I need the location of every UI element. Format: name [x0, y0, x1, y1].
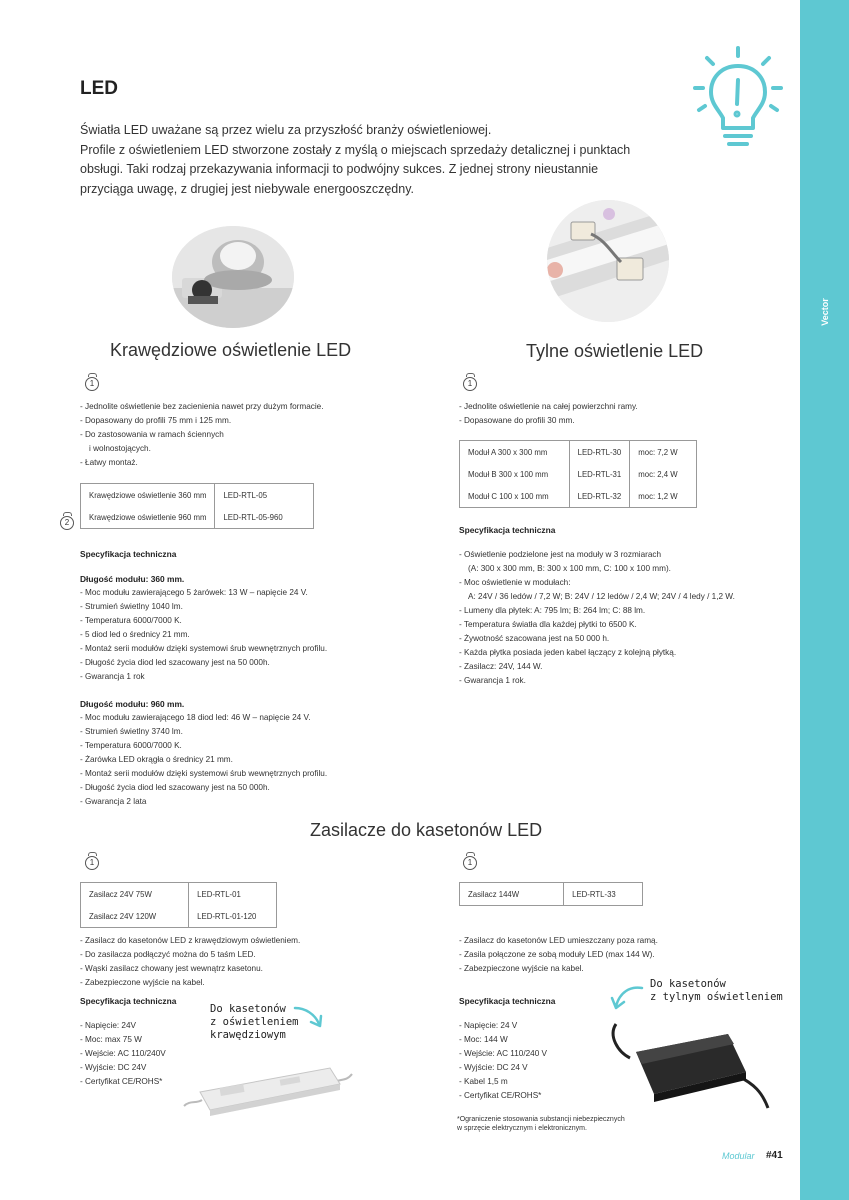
psu-left-features	[80, 934, 300, 990]
list-item: - Montaż serii modułów dzięki systemowi śrub wewnętrznych profilu.	[80, 767, 327, 781]
list-item: - Gwarancja 2 lata	[80, 795, 327, 809]
list-item: - Wejście: AC 110/240 V	[459, 1047, 547, 1061]
list-item: - Długość życia diod led szacowany jest na 50 000h.	[80, 656, 327, 670]
list-item: - Certyfikat CE/ROHS*	[80, 1075, 166, 1089]
psu-right-spec	[459, 1019, 547, 1103]
list-item: - Jednolite oświetlenie na całej powierzchni ramy.	[459, 400, 638, 414]
lightbulb-exclamation-icon	[693, 44, 783, 150]
list-item: - Zasila połączone ze sobą moduły LED (max 144 W).	[459, 948, 658, 962]
list-item: - Moc modułu zawierającego 18 diod led: 46 W – napięcie 24 V.	[80, 711, 327, 725]
psu-left-table	[80, 882, 277, 928]
table-row	[460, 485, 697, 508]
list-item: - Montaż serii modułów dzięki systemowi śrub wewnętrznych profilu.	[80, 642, 327, 656]
back-features-list	[459, 400, 638, 428]
list-item: - Zasilacz: 24V, 144 W.	[459, 660, 735, 674]
list-item: (A: 300 x 300 mm, B: 300 x 100 mm, C: 100 x 100 mm).	[468, 564, 671, 573]
table-cell: LED-RTL-01	[189, 883, 277, 906]
list-item: - Zasilacz do kasetonów LED umieszczany poza ramą.	[459, 934, 658, 948]
footer-brand: Modular	[722, 1151, 755, 1161]
table-cell: LED-RTL-01-120	[189, 905, 277, 928]
table-row	[460, 883, 643, 906]
badge-1: 1	[85, 377, 99, 391]
psu-right-note	[650, 978, 783, 1004]
badge-1: 1	[85, 856, 99, 870]
list-item: - Gwarancja 1 rok.	[459, 674, 735, 688]
edge-mod960-list	[80, 711, 327, 809]
list-item: - Moc oświetlenie w modułach:	[459, 576, 735, 590]
sidebar-band	[800, 0, 849, 1200]
note-line: z oświetleniem	[210, 1016, 299, 1028]
edge-features-list	[80, 400, 324, 470]
curved-arrow-icon	[610, 982, 644, 1012]
list-item: - Jednolite oświetlenie bez zacienienia nawet przy dużym formacie.	[80, 400, 324, 414]
list-item: - Długość życia diod led szacowany jest na 50 000h.	[80, 781, 327, 795]
table-row	[460, 463, 697, 485]
list-item: - Oświetlenie podzielone jest na moduły w 3 rozmiarach	[459, 548, 735, 562]
table-cell: Moduł C 100 x 100 mm	[468, 491, 549, 501]
list-item: - Zabezpieczone wyjście na kabel.	[80, 976, 300, 990]
list-item: - Każda płytka posiada jeden kabel łączący z kolejną płytką.	[459, 646, 735, 660]
badge-1: 1	[463, 377, 477, 391]
list-item: - Żywotność szacowana jest na 50 000 h.	[459, 632, 735, 646]
page-title: LED	[80, 78, 118, 99]
list-item: - Strumień świetlny 1040 lm.	[80, 600, 327, 614]
edge-table	[80, 483, 314, 529]
table-cell: Zasilacz 24V 75W	[89, 889, 152, 899]
list-item: - Moc: max 75 W	[80, 1033, 166, 1047]
psu-section-title: Zasilacze do kasetonów LED	[310, 820, 543, 840]
edge-spec-title: Specyfikacja techniczna	[80, 549, 177, 559]
list-item: A: 24V / 36 ledów / 7,2 W; B: 24V / 12 ledów / 2,4 W; 24V / 4 ledy / 1,2 W.	[468, 592, 735, 601]
edge-mod360-list	[80, 586, 327, 684]
brick-psu-photo	[608, 1022, 778, 1112]
footnote	[457, 1115, 625, 1133]
psu-right-features	[459, 934, 658, 976]
table-cell: Krawędziowe oświetlenie 360 mm	[89, 490, 207, 500]
table-cell: LED-RTL-05	[215, 484, 313, 507]
footnote-line: w sprzęcie elektrycznym i elektronicznym.	[457, 1125, 587, 1132]
list-item: - Wyjście: DC 24V	[80, 1061, 166, 1075]
table-row	[81, 883, 277, 906]
table-cell: LED-RTL-30	[569, 441, 630, 464]
table-row	[81, 905, 277, 928]
list-item: - Temperatura światła dla każdej płytki to 6500 K.	[459, 618, 735, 632]
table-row	[460, 441, 697, 464]
back-led-photo	[547, 200, 669, 322]
psu-left-spec-title: Specyfikacja techniczna	[80, 996, 177, 1006]
badge-2: 2	[60, 516, 74, 530]
list-item: - Zasilacz do kasetonów LED z krawędziowym oświetleniem.	[80, 934, 300, 948]
note-line: z tylnym oświetleniem	[650, 991, 783, 1003]
table-cell: moc: 7,2 W	[630, 441, 696, 464]
back-table	[459, 440, 697, 508]
list-item: - 5 diod led o średnicy 21 mm.	[80, 628, 327, 642]
edge-led-photo	[172, 226, 294, 328]
list-item: - Moc modułu zawierającego 5 żarówek: 13 W – napięcie 24 V.	[80, 586, 327, 600]
list-item: - Napięcie: 24 V	[459, 1019, 547, 1033]
table-cell: LED-RTL-32	[569, 485, 630, 508]
list-item: - Wyjście: DC 24 V	[459, 1061, 547, 1075]
slim-psu-photo	[180, 1060, 356, 1116]
table-row	[81, 506, 314, 529]
table-cell: Moduł A 300 x 300 mm	[468, 447, 548, 457]
table-cell: moc: 2,4 W	[630, 463, 696, 485]
back-spec-list	[459, 548, 735, 688]
list-item: - Do zasilacza podłączyć można do 5 taśm LED.	[80, 948, 300, 962]
list-item: - Wejście: AC 110/240V	[80, 1047, 166, 1061]
edge-mod360-title: Długość modułu: 360 mm.	[80, 574, 185, 584]
table-cell: LED-RTL-31	[569, 463, 630, 485]
edge-mod960-title: Długość modułu: 960 mm.	[80, 699, 185, 709]
list-item: - Lumeny dla płytek: A: 795 lm; B: 264 lm; C: 88 lm.	[459, 604, 735, 618]
psu-left-note	[210, 1003, 299, 1042]
list-item: - Do zastosowania w ramach ściennych	[80, 428, 324, 442]
list-item: - Temperatura 6000/7000 K.	[80, 739, 327, 753]
list-item: - Kabel 1,5 m	[459, 1075, 547, 1089]
list-item: - Strumień świetlny 3740 lm.	[80, 725, 327, 739]
psu-left-spec	[80, 1019, 166, 1089]
intro-line: Profile z oświetleniem LED stworzone zostały z myślą o miejscach sprzedaży detalicznej i punktach	[80, 142, 631, 157]
badge-1: 1	[463, 856, 477, 870]
footnote-line: *Ograniczenie stosowania substancji niebezpiecznych	[457, 1116, 625, 1123]
psu-right-spec-title: Specyfikacja techniczna	[459, 996, 556, 1006]
intro-line: przyciąga uwagę, z drugiej jest niebywale energooszczędny.	[80, 181, 414, 196]
note-line: krawędziowym	[210, 1029, 286, 1041]
list-item: - Temperatura 6000/7000 K.	[80, 614, 327, 628]
table-cell: LED-RTL-05-960	[215, 506, 313, 529]
table-cell: Zasilacz 144W	[468, 889, 520, 899]
table-cell: moc: 1,2 W	[630, 485, 696, 508]
back-spec-title: Specyfikacja techniczna	[459, 525, 556, 535]
list-item: - Łatwy montaż.	[80, 456, 324, 470]
list-item: i wolnostojących.	[89, 444, 151, 453]
table-cell: Zasilacz 24V 120W	[89, 911, 157, 921]
note-line: Do kasetonów	[650, 978, 726, 990]
intro-line: Światła LED uważane są przez wielu za przyszłość branży oświetleniowej.	[80, 123, 492, 137]
table-cell: LED-RTL-33	[564, 883, 643, 906]
sidebar-label: Vector	[819, 298, 830, 326]
list-item: - Żarówka LED okrągła o średnicy 21 mm.	[80, 753, 327, 767]
list-item: - Napięcie: 24V	[80, 1019, 166, 1033]
curved-arrow-icon	[293, 1004, 325, 1030]
list-item: - Gwarancja 1 rok	[80, 670, 327, 684]
list-item: - Dopasowany do profili 75 mm i 125 mm.	[80, 414, 324, 428]
list-item: - Moc: 144 W	[459, 1033, 547, 1047]
back-section-title: Tylne oświetlenie LED	[526, 341, 704, 361]
table-row	[81, 484, 314, 507]
list-item: - Certyfikat CE/ROHS*	[459, 1089, 547, 1103]
table-cell: Krawędziowe oświetlenie 960 mm	[89, 512, 207, 522]
intro-text	[80, 121, 680, 199]
page-number: #41	[766, 1150, 783, 1161]
list-item: - Dopasowane do profili 30 mm.	[459, 414, 638, 428]
note-line: Do kasetonów	[210, 1003, 286, 1015]
table-cell: Moduł B 300 x 100 mm	[468, 469, 549, 479]
psu-right-table	[459, 882, 643, 906]
edge-section-title: Krawędziowe oświetlenie LED	[110, 340, 352, 360]
list-item: - Zabezpieczone wyjście na kabel.	[459, 962, 658, 976]
intro-line: obsługi. Taki rodzaj przekazywania informacji to podwójny sukces. Z jednej strony nieustannie	[80, 162, 599, 176]
list-item: - Wąski zasilacz chowany jest wewnątrz kasetonu.	[80, 962, 300, 976]
